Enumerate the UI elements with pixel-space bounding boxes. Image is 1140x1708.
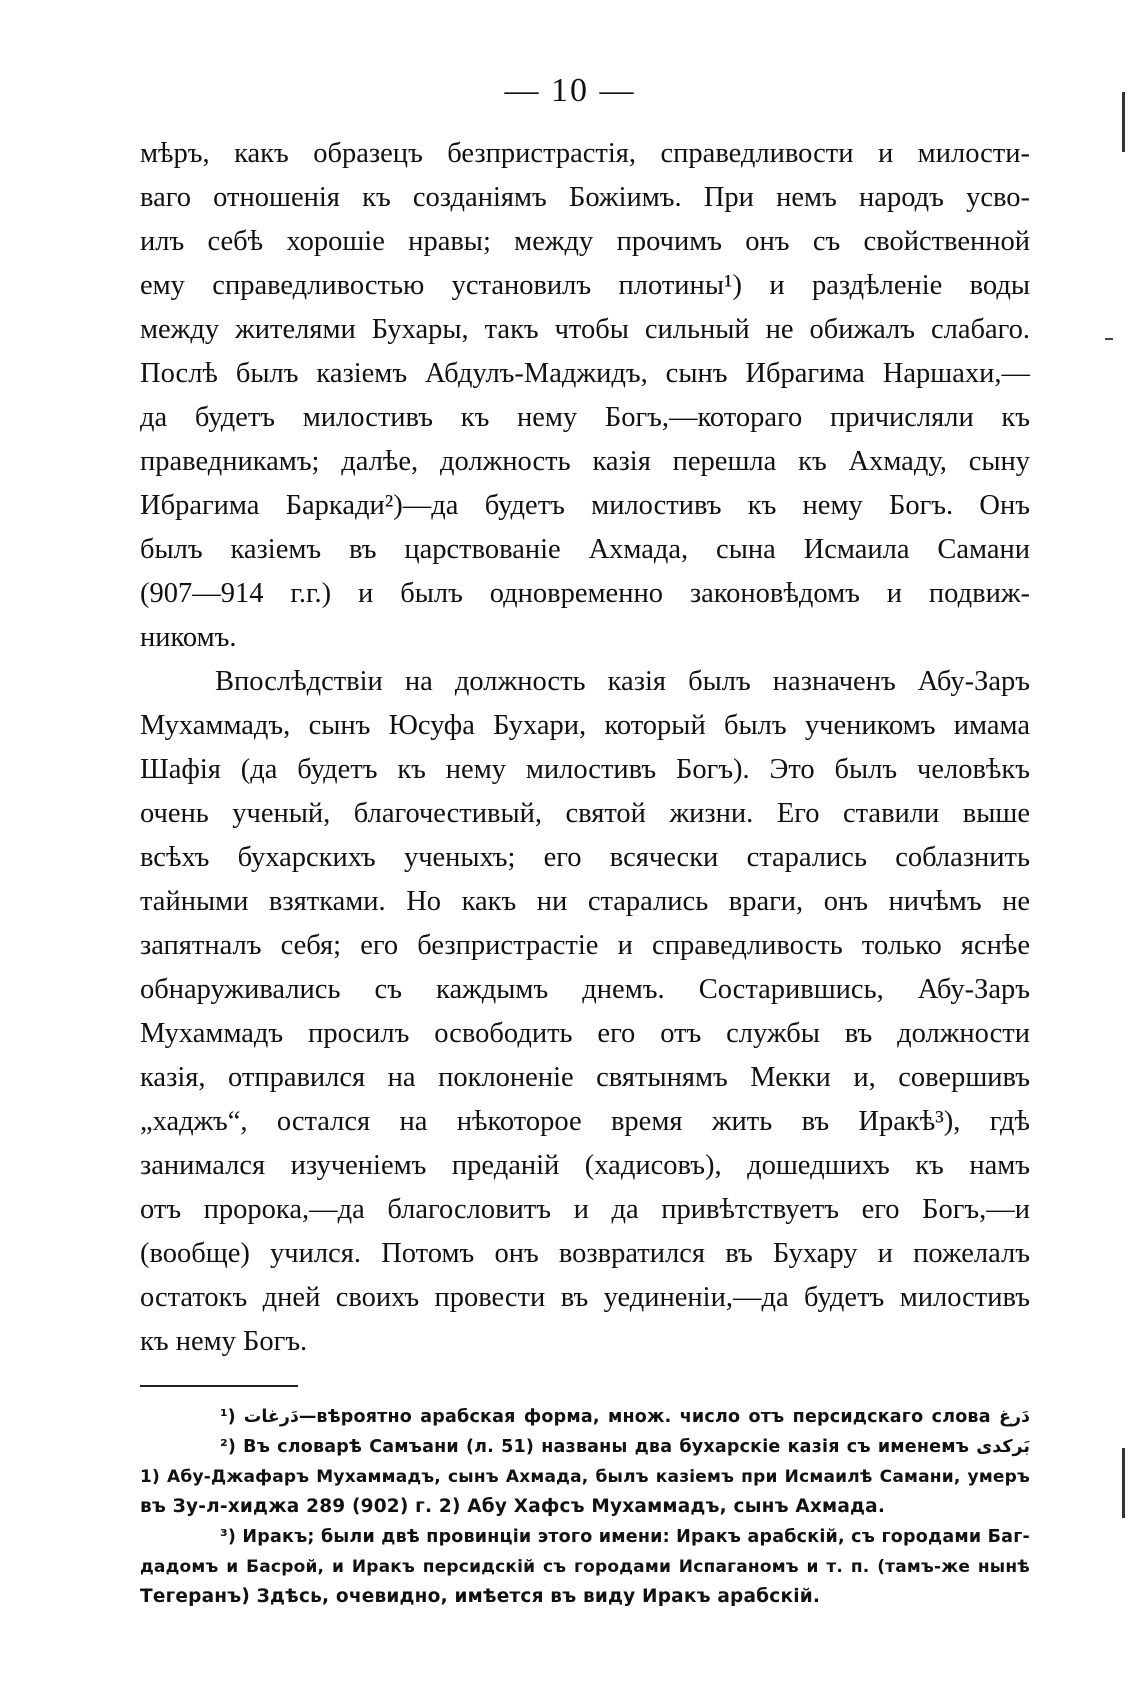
text-line: мѣръ, какъ образецъ безпристрастія, справедливости и милости- — [140, 138, 1030, 169]
text-line: между жителями Бухары, такъ чтобы сильный не обижалъ слабаго. — [140, 314, 1030, 345]
text-line: казія, отправился на поклоненіе святынямъ Мекки и, совершивъ — [140, 1062, 1030, 1093]
text-line: илъ себѣ хорошіе нравы; между прочимъ онъ съ свойственной — [140, 226, 1030, 257]
footnote-separator — [140, 1385, 298, 1387]
paragraph-start-line: Впослѣдствіи на должность казія былъ назначенъ Абу-Заръ — [215, 666, 1030, 697]
text-line: занимался изученіемъ преданій (хадисовъ), дошедшихъ къ намъ — [140, 1150, 1030, 1181]
text-line: Мухаммадъ, сынъ Юсуфа Бухари, который былъ ученикомъ имама — [140, 710, 1030, 741]
text-line: былъ казіемъ въ царствованіе Ахмада, сына Исмаила Самани — [140, 534, 1030, 565]
footnote-line: Тегеранъ) Здѣсь, очевидно, имѣется въ виду Иракъ арабскій. — [140, 1586, 821, 1607]
page-number: — 10 — — [504, 72, 636, 109]
text-line: къ нему Богъ. — [140, 1326, 308, 1357]
binding-edge-mark-top — [1122, 92, 1125, 152]
text-line: (907—914 г.г.) и былъ одновременно законовѣдомъ и подвиж- — [140, 578, 1030, 609]
text-line: да будетъ милостивъ къ нему Богъ,—котораго причисляли къ — [140, 402, 1030, 433]
text-line: (вообще) учился. Потомъ онъ возвратился въ Бухару и пожелалъ — [140, 1238, 1030, 1269]
footnote-3: ³) Иракъ; были двѣ провинціи этого имени: Иракъ арабскій, съ городами Баг- — [220, 1527, 1030, 1547]
text-line: очень ученый, благочестивый, святой жизни. Его ставили выше — [140, 798, 1030, 829]
text-line: тайными взятками. Но какъ ни старались враги, онъ ничѣмъ не — [140, 886, 1030, 917]
text-line: никомъ. — [140, 622, 237, 653]
footnote-1: ¹) دَرغات—вѣроятно арабская форма, множ. число отъ персидскаго слова دَرغ — [220, 1407, 1031, 1427]
footnote-line: въ Зу-л-хиджа 289 (902) г. 2) Абу Хафсъ Мухаммадъ, сынъ Ахмада. — [140, 1496, 886, 1517]
text-line: остатокъ дней своихъ провести въ уединеніи,—да будетъ милостивъ — [140, 1282, 1030, 1313]
text-line: запятналъ себя; его безпристрастіе и справедливость только яснѣе — [140, 930, 1030, 961]
text-line: ваго отношенія къ созданіямъ Божіимъ. При немъ народъ усво- — [140, 182, 1030, 213]
text-line: Мухаммадъ просилъ освободить его отъ службы въ должности — [140, 1018, 1030, 1049]
footnote-2: ²) Въ словарѣ Самъани (л. 51) названы два бухарскіе казія съ именемъ بَرکدی — [220, 1437, 1030, 1457]
text-line: праведникамъ; далѣе, должность казія перешла къ Ахмаду, сыну — [140, 446, 1030, 477]
text-line: Ибрагима Баркади²)—да будетъ милостивъ къ нему Богъ. Онъ — [140, 490, 1030, 521]
text-line: „хаджъ“, остался на нѣкоторое время жить въ Иракѣ³), гдѣ — [140, 1106, 1030, 1137]
text-line: Послѣ былъ казіемъ Абдулъ-Маджидъ, сынъ Ибрагима Наршахи,— — [140, 358, 1030, 389]
text-line: обнаруживались съ каждымъ днемъ. Состарившись, Абу-Заръ — [140, 974, 1030, 1005]
text-line: ему справедливостью установилъ плотины¹) и раздѣленіе воды — [140, 270, 1030, 301]
footnote-line: дадомъ и Басрой, и Иракъ персидскій съ городами Испаганомъ и т. п. (тамъ-же нынѣ — [140, 1557, 1030, 1577]
text-line: отъ пророка,—да благословитъ и да привѣтствуетъ его Богъ,—и — [140, 1194, 1030, 1225]
text-line: Шафія (да будетъ къ нему милостивъ Богъ). Это былъ человѣкъ — [140, 754, 1030, 785]
binding-edge-mark-bottom — [1122, 1448, 1125, 1518]
text-line: всѣхъ бухарскихъ ученыхъ; его всячески старались соблазнить — [140, 842, 1030, 873]
footnote-line: 1) Абу-Джафаръ Мухаммадъ, сынъ Ахмада, былъ казіемъ при Исмаилѣ Самани, умеръ — [140, 1467, 1030, 1487]
margin-dash-mark — [1105, 338, 1113, 340]
